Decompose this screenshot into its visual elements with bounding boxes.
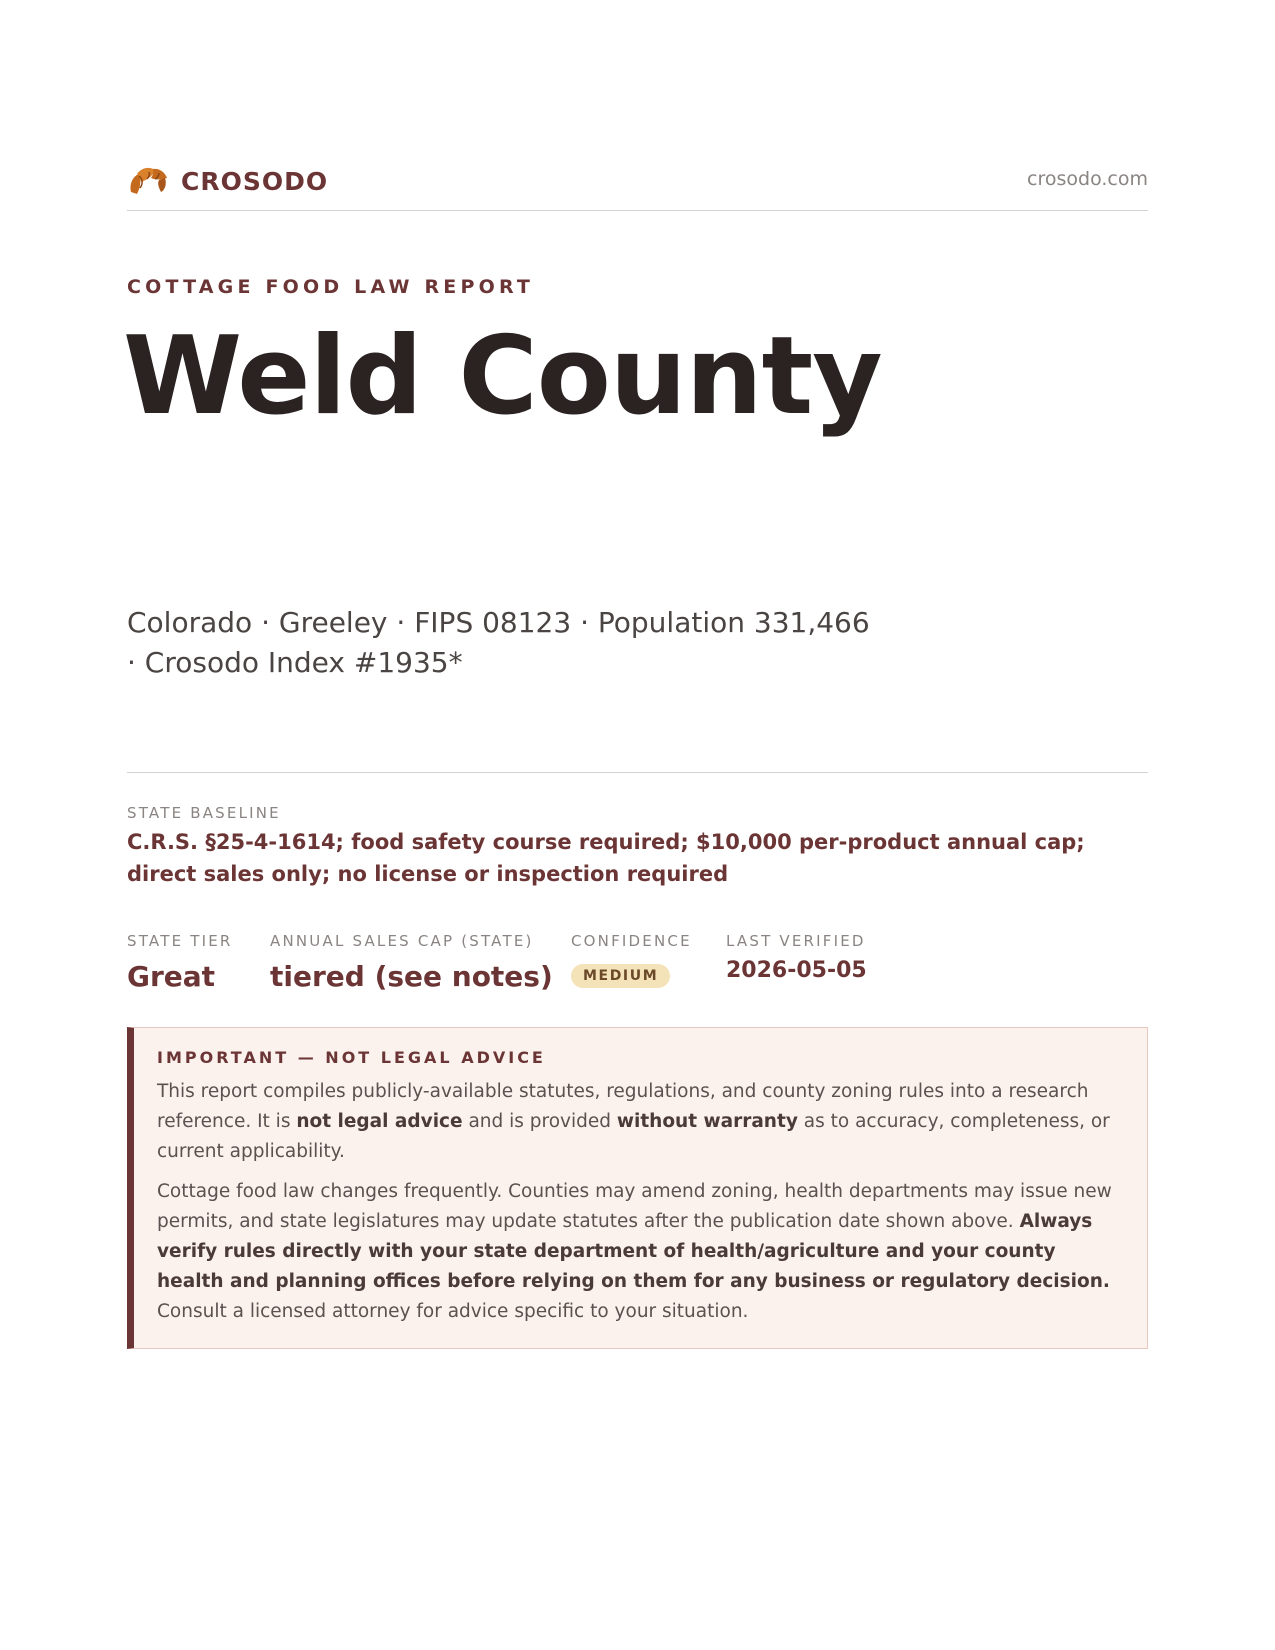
page-header	[127, 158, 1148, 211]
brand-name: CROSODO	[181, 166, 329, 196]
stat-value: 2026-05-05	[726, 958, 867, 983]
county-subtitle: Colorado · Greeley · FIPS 08123 · Population 331,466 · Crosodo Index #1935*	[127, 606, 870, 679]
notice-paragraph: This report compiles publicly-available statutes, regulations, and county zoning rules into a research reference. It is not legal advice and is provided without warranty as to accuracy, completeness, or current applicability.	[157, 1081, 1110, 1162]
page-title: Weld County	[123, 314, 882, 439]
stat-label: CONFIDENCE	[571, 932, 692, 950]
stat-value: Great	[127, 960, 216, 993]
notice-title: IMPORTANT — NOT LEGAL ADVICE	[157, 1048, 546, 1067]
baseline-text: C.R.S. §25-4-1614; food safety course required; $10,000 per-product annual cap; direct sales only; no license or inspection required	[127, 830, 1085, 886]
stat-sales-cap	[270, 932, 553, 993]
report-eyebrow: COTTAGE FOOD LAW REPORT	[127, 276, 535, 298]
stat-last-verified	[726, 932, 867, 983]
croissant-icon	[127, 162, 169, 200]
stat-state-tier	[127, 932, 233, 993]
brand[interactable]	[127, 162, 328, 200]
section-divider	[127, 772, 1148, 773]
site-url-link[interactable]: crosodo.com	[1027, 168, 1148, 190]
legal-notice	[127, 1027, 1148, 1349]
stat-label: STATE TIER	[127, 932, 233, 950]
stat-label: LAST VERIFIED	[726, 932, 866, 950]
stat-value: tiered (see notes)	[270, 960, 553, 993]
stat-confidence	[571, 932, 692, 988]
notice-paragraph: Cottage food law changes frequently. Counties may amend zoning, health departments may issue new permits, and state legislatures may update statutes after the publication date shown above. Always verify rules directly with your state department of health/agriculture and your county health and planning offices before relying on them for any business or regulatory decision. Consult a licensed attorney for advice specific to your situation.	[157, 1181, 1112, 1322]
stat-label: ANNUAL SALES CAP (STATE)	[270, 932, 534, 950]
baseline-label: STATE BASELINE	[127, 804, 281, 822]
confidence-badge: MEDIUM	[571, 964, 670, 988]
